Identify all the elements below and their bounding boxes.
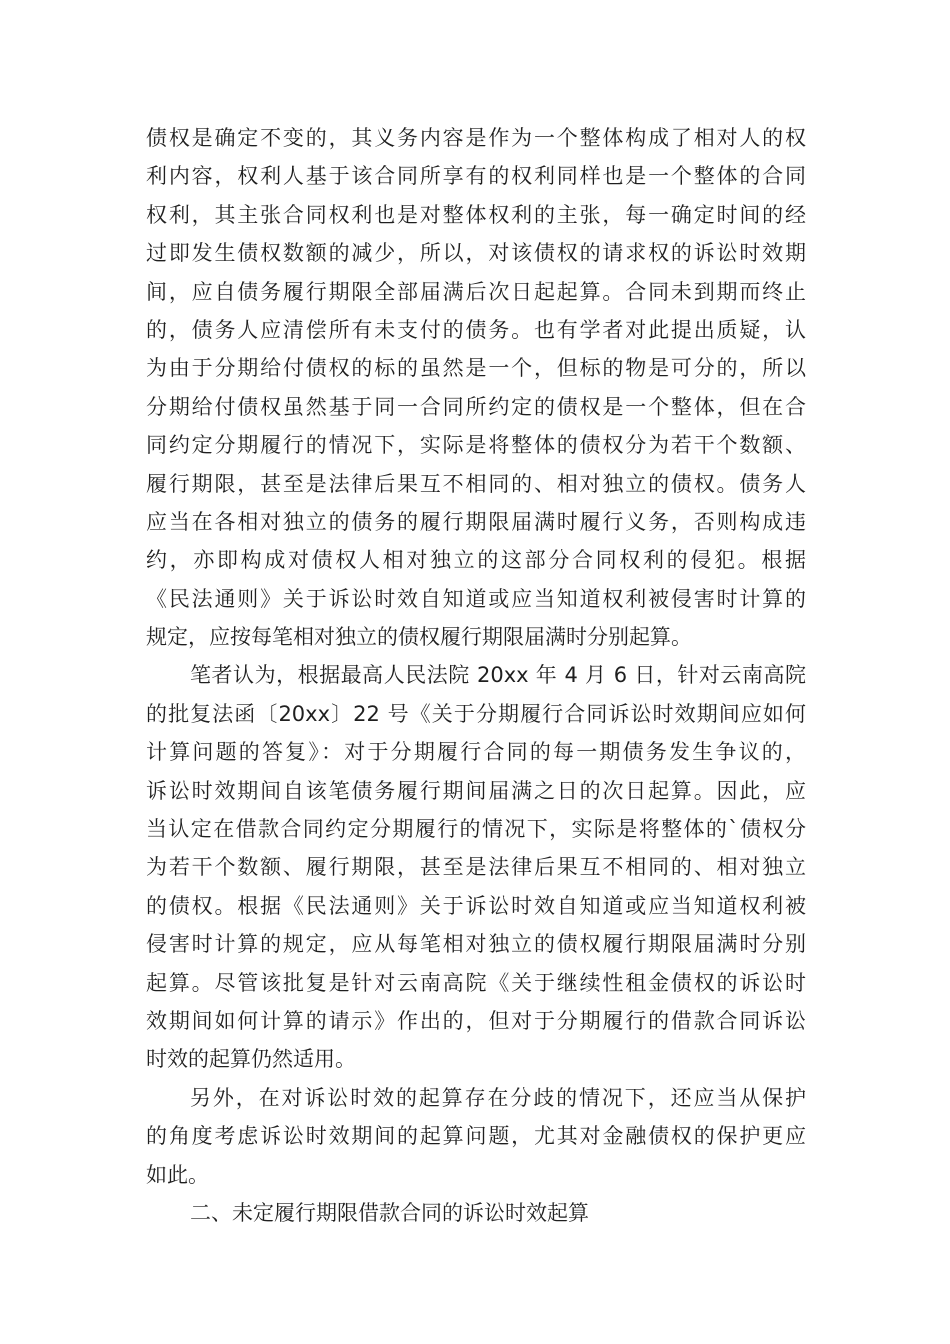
heading-text: 二、未定履行期限借款合同的诉讼时效起算 bbox=[190, 1200, 589, 1225]
text-line: 为由于分期给付债权的标的虽然是一个，但标的物是可分的，所以 bbox=[146, 356, 806, 381]
text-line: 权利，其主张合同权利也是对整体权利的主张，每一确定时间的经 bbox=[146, 202, 806, 227]
text-line: 的，债务人应清偿所有未支付的债务。也有学者对此提出质疑，认 bbox=[146, 317, 806, 342]
text-line: 起算。尽管该批复是针对云南高院《关于继续性租金债权的诉讼时 bbox=[146, 970, 806, 995]
text-line: 为若干个数额、履行期限，甚至是法律后果互不相同的、相对独立 bbox=[146, 855, 806, 880]
text-line: 间，应自债务履行期限全部届满后次日起起算。合同未到期而终止 bbox=[146, 279, 806, 304]
section-heading bbox=[146, 1194, 806, 1232]
text-line: 另外，在对诉讼时效的起算存在分歧的情况下，还应当从保护 bbox=[190, 1085, 806, 1110]
text-line: 时效的起算仍然适用。 bbox=[146, 1047, 356, 1072]
text-line: 笔者认为，根据最高人民法院 20xx 年 4 月 6 日，针对云南高院 bbox=[190, 663, 806, 688]
document-body bbox=[146, 119, 806, 1232]
text-line: 效期间如何计算的请示》作出的，但对于分期履行的借款合同诉讼 bbox=[146, 1008, 806, 1033]
text-line: 同约定分期履行的情况下，实际是将整体的债权分为若干个数额、 bbox=[146, 433, 806, 458]
text-line: 当认定在借款合同约定分期履行的情况下，实际是将整体的`债权分 bbox=[146, 817, 806, 842]
text-line: 的角度考虑诉讼时效期间的起算问题，尤其对金融债权的保护更应 bbox=[146, 1124, 806, 1149]
text-line: 债权是确定不变的，其义务内容是作为一个整体构成了相对人的权 bbox=[146, 126, 806, 150]
text-line: 的债权。根据《民法通则》关于诉讼时效自知道或应当知道权利被 bbox=[146, 893, 806, 918]
text-line: 应当在各相对独立的债务的履行期限届满时履行义务，否则构成违 bbox=[146, 509, 806, 534]
text-line: 利内容，权利人基于该合同所享有的权利同样也是一个整体的合同 bbox=[146, 164, 806, 189]
text-line: 规定，应按每笔相对独立的债权履行期限届满时分别起算。 bbox=[146, 625, 692, 650]
paragraph-2 bbox=[146, 656, 806, 1078]
text-line: 《民法通则》关于诉讼时效自知道或应当知道权利被侵害时计算的 bbox=[146, 586, 806, 611]
text-line: 履行期限，甚至是法律后果互不相同的、相对独立的债权。债务人 bbox=[146, 471, 806, 496]
paragraph-1 bbox=[146, 119, 806, 656]
text-line: 约，亦即构成对债权人相对独立的这部分合同权利的侵犯。根据 bbox=[146, 548, 806, 573]
text-line: 分期给付债权虽然基于同一合同所约定的债权是一个整体，但在合 bbox=[146, 394, 806, 419]
text-line: 计算问题的答复》：对于分期履行合同的每一期债务发生争议的， bbox=[146, 740, 806, 765]
text-line: 的批复法函〔20xx〕22 号《关于分期履行合同诉讼时效期间应如何 bbox=[146, 701, 806, 726]
text-line: 诉讼时效期间自该笔债务履行期间届满之日的次日起算。因此，应 bbox=[146, 778, 806, 803]
text-line: 侵害时计算的规定，应从每笔相对独立的债权履行期限届满时分别 bbox=[146, 932, 806, 957]
text-line: 过即发生债权数额的减少，所以，对该债权的请求权的诉讼时效期 bbox=[146, 241, 806, 266]
text-line: 如此。 bbox=[146, 1162, 209, 1187]
paragraph-3 bbox=[146, 1079, 806, 1194]
